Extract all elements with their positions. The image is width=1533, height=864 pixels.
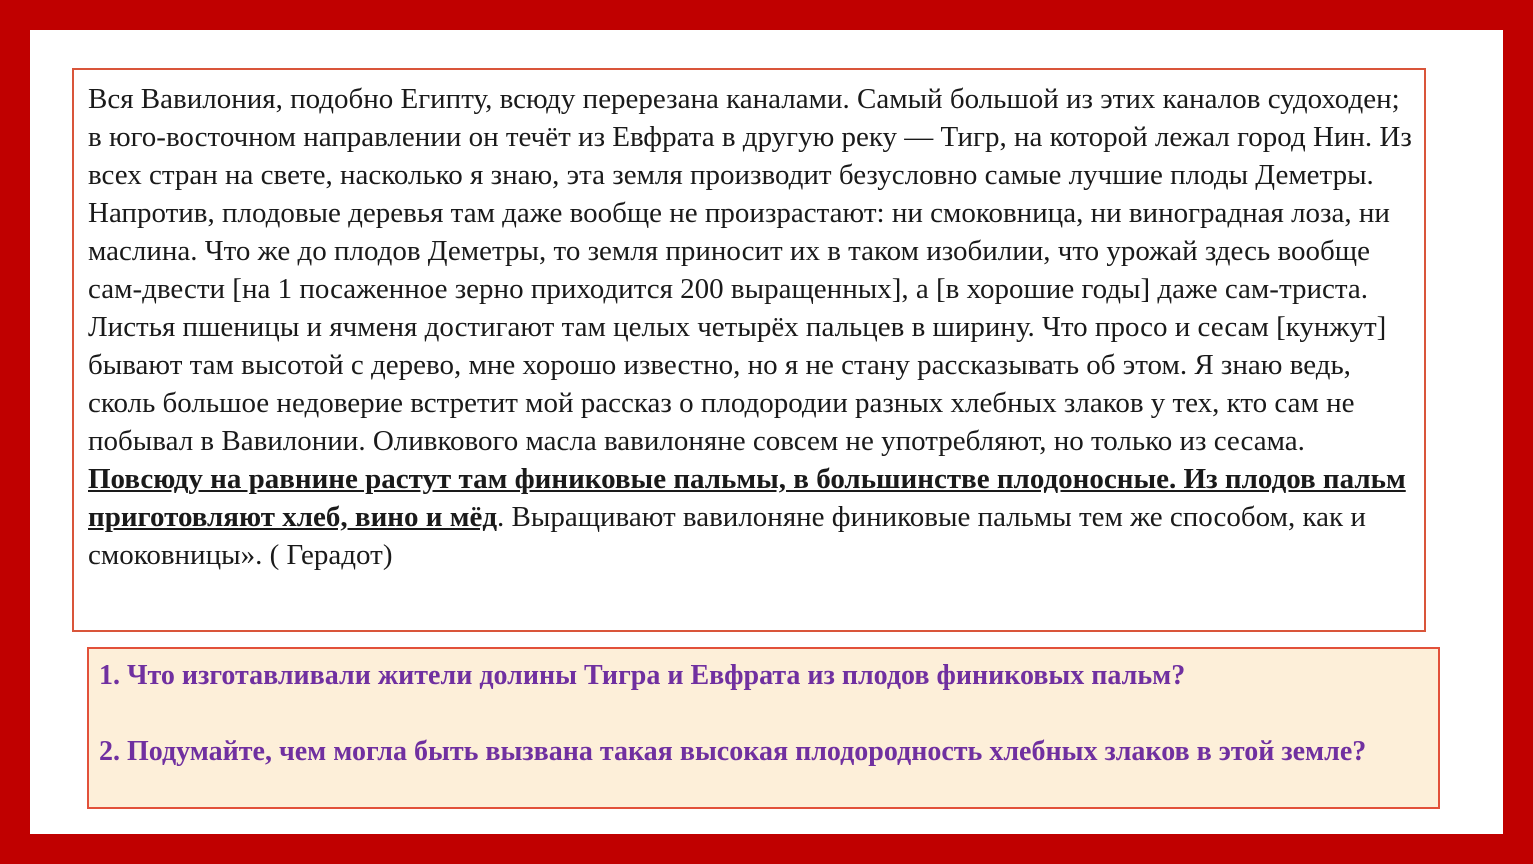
question-1: 1. Что изготавливали жители долины Тигра и Евфрата из плодов финиковых пальм? xyxy=(99,660,1186,691)
question-2: 2. Подумайте, чем могла быть вызвана такая высокая плодородность хлебных злаков в этой земле? xyxy=(99,736,1367,767)
quote-paragraph xyxy=(88,80,1412,574)
quote-text: Вся Вавилония, подобно Египту, всюду перерезана каналами. Самый большой из этих каналов судоходен; в юго-восточном направлении он течёт из Евфрата в другую реку — Тигр, на которой лежал город Нин. Из всех стран на свете, насколько я знаю, эта земля производит безусловно самые лучшие плоды Деметры. Напротив, плодовые деревья там даже вообще не произрастают: ни смоковница, ни виноградная лоза, ни маслина. Что же до плодов Деметры, то земля приносит их в таком изобилии, что урожай здесь вообще сам-двести [на 1 посаженное зерно приходится 200 выращенных], а [в хорошие годы] даже сам-триста. Листья пшеницы и ячменя достигают там целых четырёх пальцев в ширину. Что просо и сесам [кунжут] бывают там высотой с дерево, мне хорошо известно, но я не стану рассказывать об этом. Я знаю ведь, сколь большое недоверие встретит мой рассказ о плодородии разных хлебных злаков у тех, кто сам не побывал в Вавилонии. Оливкового масла вавилоняне совсем не употребляют, но только из сесама. xyxy=(88,83,1412,457)
quote-text-end: . Выращивают вавилоняне финиковые пальмы тем же способом, как и смоковницы». ( Герадот) xyxy=(88,501,1366,571)
slide xyxy=(30,30,1503,834)
quote-box xyxy=(72,68,1426,632)
questions-box xyxy=(87,647,1440,809)
quote-emphasis: Повсюду на равнине растут там финиковые пальмы, в большинстве плодоносные. Из плодов пальм приготовляют хлеб, вино и мёд xyxy=(88,463,1406,533)
